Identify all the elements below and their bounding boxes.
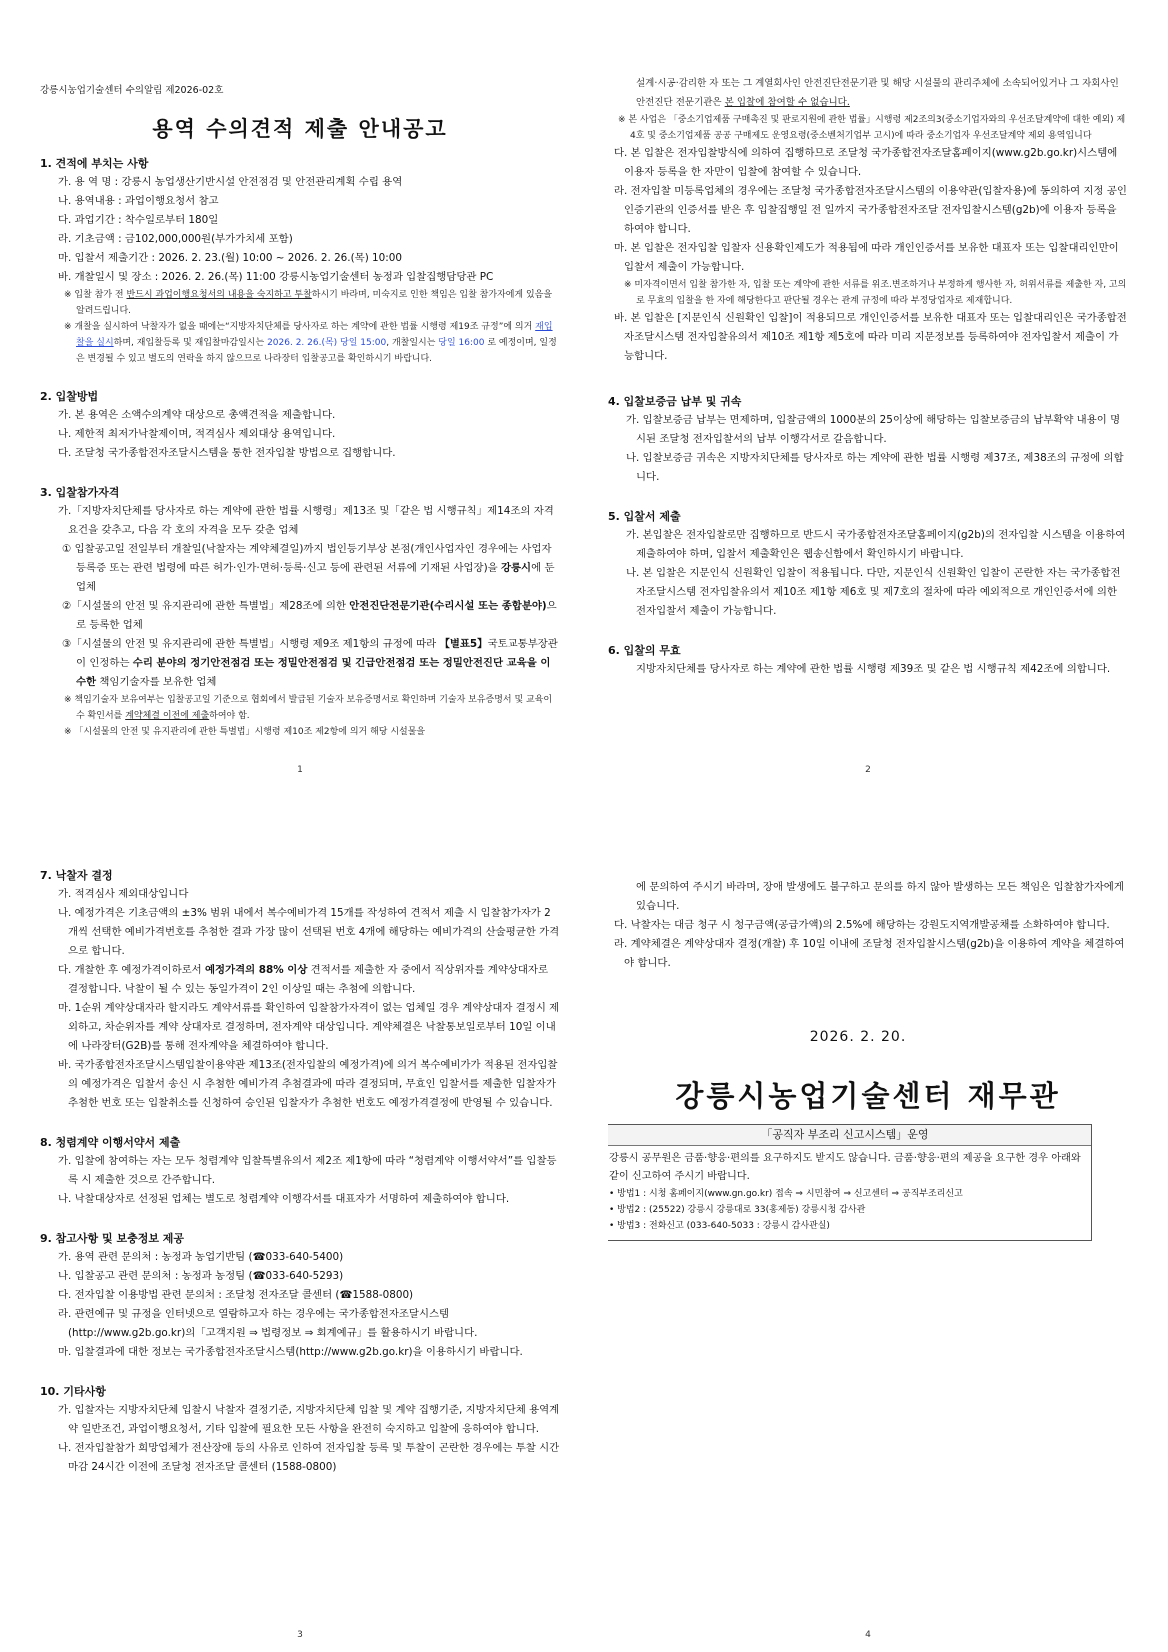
- s3-note-1: ※ 책임기술자 보유여부는 입찰공고일 기준으로 협회에서 발급된 기술자 보유증명서로 확인하며 기술자 보유증명서 및 교육이수 확인서를 계약체결 이전에 제출하여야 함.: [64, 695, 553, 721]
- section-8-title: 8. 청렴계약 이행서약서 제출: [40, 1136, 181, 1149]
- p2-note: ※ 본 사업은 「중소기업제품 구매촉진 및 판로지원에 관한 법률」시행령 제2조의3(중소기업자와의 우선조달계약에 대한 예외) 제4호 및 중소기업제품 공공 구매제도 운영요령(중소벤처기업부 고시)에 따라 중소기업자 우선조달계약 제외 용역입니다: [618, 115, 1126, 141]
- s3-condition-2: ②「시설물의 안전 및 유지관리에 관한 특별법」제28조에 의한 안전진단전문기관(수리시설 또는 종합분야)으로 등록한 업체: [62, 600, 557, 631]
- s1-item: 나. 용역내용 : 과업이행요청서 참고: [58, 195, 219, 207]
- section-6-title: 6. 입찰의 무효: [608, 644, 681, 657]
- s5-item: 나. 본 입찰은 지문인식 신원확인 입찰이 적용됩니다. 다만, 지문인식 신원확인 입찰이 곤란한 자는 국가종합전자조달시스템 전자입찰유의서 제10조 제1항 제6호 및 제7호의 절차에 따라 예외적으로 개인인증서에 의한 전자입찰서 제출이 가능합니다.: [626, 567, 1121, 617]
- s1-item: 가. 용 역 명 : 강릉시 농업생산기반시설 안전점검 및 안전관리계획 수립 용역: [58, 176, 403, 188]
- report-method: • 방법1 : 시청 홈페이지(www.gn.go.kr) 접속 ⇒ 시민참여 ⇒ 신고센터 ⇒ 공직부조리신고: [609, 1189, 963, 1199]
- s4-item: 가. 입찰보증금 납부는 면제하며, 입찰금액의 1000분의 25이상에 해당하는 입찰보증금의 납부확약 내용이 명시된 조달청 전자입찰서의 납부 이행각서로 갈음합니다.: [626, 414, 1121, 445]
- s3-item-ba: 바. 본 입찰은 [지문인식 신원확인 입찰]이 적용되므로 개인인증서를 보유한 대표자 또는 입찰대리인은 국가종합전자조달시스템 전자입찰유의서 제10조 제1항 제5호에 따라 미리 지문정보를 등록하여야 전자입찰서 제출이 가능합니다.: [614, 312, 1127, 362]
- section-4-title: 4. 입찰보증금 납부 및 귀속: [608, 395, 742, 408]
- page-number: 1: [297, 765, 303, 775]
- s9-item: 다. 전자입찰 이용방법 관련 문의처 : 조달청 전자조달 콜센터 (☎1588-0800): [58, 1289, 414, 1301]
- page-3: [40, 826, 560, 1648]
- section-10-title: 10. 기타사항: [40, 1385, 106, 1398]
- s9-item: 마. 입찰결과에 대한 정보는 국가종합전자조달시스템(http://www.g2b.go.kr)을 이용하시기 바랍니다.: [58, 1346, 523, 1358]
- s7-item: 바. 국가종합전자조달시스템입찰이용약관 제13조(전자입찰의 예정가격)에 의거 복수예비가가 적용된 전자입찰의 예정가격은 입찰서 송신 시 추첨한 예비가격 추첨결과에 따라 결정되며, 무효인 입찰서를 제출한 입찰자가 추첨한 번호 또는 입찰취소를 신청하여 승인된 입찰자가 추첨한 번호도 예정가격결정에 반영될 수 있습니다.: [58, 1059, 558, 1109]
- s1-item: 라. 기초금액 : 금102,000,000원(부가가치세 포함): [58, 233, 293, 245]
- s3-ma-note: ※ 미자격이면서 입찰 참가한 자, 입찰 또는 계약에 관한 서류를 위조.변조하거나 부정하게 행사한 자, 허위서류를 제출한 자, 고의로 무효의 입찰을 한 자에 해당한다고 판단될 경우는 관계 규정에 따라 부정당업자로 제재합니다.: [624, 280, 1127, 306]
- page-4: [608, 826, 1128, 1648]
- s8-item: 가. 입찰에 참여하는 자는 모두 청렴계약 입찰특별유의서 제2조 제1항에 따라 “청렴계약 이행서약서”를 입찰등록 시 제출한 것으로 간주합니다.: [58, 1155, 557, 1186]
- s3-condition-1: ① 입찰공고일 전일부터 개찰일(낙찰자는 계약체결일)까지 법인등기부상 본점(개인사업자인 경우에는 사업자등록증 또는 관련 법령에 따른 허가·인가·면허·등록·신고 등에 관련된 서류에 기재된 사업장)을 강릉시에 둔 업체: [62, 543, 555, 593]
- section-9-title: 9. 참고사항 및 보충정보 제공: [40, 1232, 185, 1245]
- s10-continuation: 에 문의하여 주시기 바라며, 장애 발생에도 불구하고 문의를 하지 않아 발생하는 모든 책임은 입찰참가자에게 있습니다.: [636, 881, 1124, 912]
- page-number: 2: [865, 765, 871, 775]
- section-2-title: 2. 입찰방법: [40, 390, 99, 403]
- page-number: 3: [297, 1630, 303, 1640]
- section-7-title: 7. 낙찰자 결정: [40, 869, 113, 882]
- s1-note-2: ※ 개찰을 실시하여 낙찰자가 없을 때에는“지방자치단체를 당사자로 하는 계약에 관한 법률 시행령 제19조 규정”에 의거 재입찰을 실시하며, 재입찰등록 및 재입찰마감일시는 2026. 2. 26.(목) 당일 15:00, 개찰일시는 당일 16:00 로 예정이며, 일정은 변경될 수 있고 별도의 연락을 하지 않으므로 나라장터 입찰공고를 확인하시기 바랍니다.: [64, 322, 557, 364]
- s10-item: 가. 입찰자는 지방자치단체 입찰시 낙찰자 결정기준, 지방자치단체 입찰 및 계약 집행기준, 지방자치단체 용역계약 일반조건, 과업이행요청서, 기타 입찰에 필요한 모든 사항을 완전히 숙지하고 입찰에 응하여야 합니다.: [58, 1404, 560, 1435]
- s7-item: 나. 예정가격은 기초금액의 ±3% 범위 내에서 복수예비가격 15개를 작성하여 견적서 제출 시 입찰참가자가 2개씩 선택한 예비가격번호를 추첨한 결과 가장 많이 선택된 번호 4개에 해당하는 예비가격의 산술평균한 가격으로 합니다.: [58, 907, 560, 957]
- s1-note-1: ※ 입찰 참가 전 반드시 과업이행요청서의 내용을 숙지하고 투찰하시기 바라며, 미숙지로 인한 책임은 입찰 참가자에게 있음을 알려드립니다.: [64, 290, 553, 316]
- s3-item-da: 다. 본 입찰은 전자입찰방식에 의하여 집행하므로 조달청 국가종합전자조달홈페이지(www.g2b.go.kr)시스템에 이용자 등록을 한 자만이 입찰에 참여할 수 있습니다.: [614, 147, 1118, 178]
- s1-item: 바. 개찰일시 및 장소 : 2026. 2. 26.(목) 11:00 강릉시농업기술센터 농정과 입찰집행담당관 PC: [58, 271, 494, 283]
- s9-item: 라. 관련예규 및 규정을 인터넷으로 열람하고자 하는 경우에는 국가종합전자조달시스템(http://www.g2b.go.kr)의「고객지원 ⇒ 법령정보 ⇒ 회계예규」를 활용하시기 바랍니다.: [58, 1308, 478, 1339]
- section-1-title: 1. 견적에 부치는 사항: [40, 157, 149, 170]
- section-3-title: 3. 입찰참가자격: [40, 486, 120, 499]
- s1-item: 마. 입찰서 제출기간 : 2026. 2. 23.(월) 10:00 ~ 2026. 2. 26.(목) 10:00: [58, 252, 402, 264]
- p2-continuation: 설계·시공·감리한 자 또는 그 계열회사인 안전진단전문기관 및 해당 시설물의 관리주체에 소속되어있거나 그 자회사인 안전진단 전문기관은 본 입찰에 참여할 수 없습니다.: [636, 78, 1119, 108]
- s3-note-2: ※ 「시설물의 안전 및 유지관리에 관한 특별법」시행령 제10조 제2항에 의거 해당 시설물을: [64, 727, 426, 737]
- report-method: • 방법2 : (25522) 강릉시 강릉대로 33(홍제동) 강릉시청 감사관: [609, 1205, 866, 1215]
- s3-item-ma: 마. 본 입찰은 전자입찰 입찰자 신용확인제도가 적용됨에 따라 개인인증서를 보유한 대표자 또는 입찰대리인만이 입찰서 제출이 가능합니다.: [614, 242, 1119, 273]
- s3-condition-3: ③「시설물의 안전 및 유지관리에 관한 특별법」시행령 제9조 제1항의 규정에 따라 【별표5】국토교통부장관이 인정하는 수리 분야의 정기안전점검 또는 정밀안전점검 및 긴급안전점검 또는 정밀안전진단 교육을 이수한 책임기술자를 보유한 업체: [62, 638, 558, 688]
- s6-text: 지방자치단체를 당사자로 하는 계약에 관한 법률 시행령 제39조 및 같은 법 시행규칙 제42조에 의합니다.: [636, 663, 1111, 675]
- s9-item: 나. 입찰공고 관련 문의처 : 농정과 농정팀 (☎033-640-5293): [58, 1270, 344, 1282]
- report-system-box: [608, 1124, 1092, 1241]
- s5-item: 가. 본입찰은 전자입찰로만 집행하므로 반드시 국가종합전자조달홈페이지(g2b)의 전자입찰 시스템을 이용하여 제출하여야 하며, 입찰서 제출확인은 웹송신함에서 확인하시기 바랍니다.: [626, 529, 1126, 560]
- section-5-title: 5. 입찰서 제출: [608, 510, 681, 523]
- s2-item: 나. 제한적 최저가낙찰제이며, 적격심사 제외대상 용역입니다.: [58, 428, 336, 440]
- page-1: [40, 0, 560, 822]
- s7-item: 다. 개찰한 후 예정가격이하로서 예정가격의 88% 이상 견적서를 제출한 자 중에서 직상위자를 계약상대자로 결정합니다. 낙찰이 될 수 있는 동일가격이 2인 이상일 때는 추첨에 의합니다.: [58, 964, 549, 995]
- report-method: • 방법3 : 전화신고 (033-640-5033 : 강릉시 감사관실): [609, 1221, 830, 1231]
- s1-item: 다. 과업기간 : 착수일로부터 180일: [58, 214, 219, 226]
- page-title: 용역 수의견적 제출 안내공고: [152, 117, 448, 141]
- page-2: [608, 0, 1128, 822]
- notice-date: 2026. 2. 20.: [809, 1029, 907, 1045]
- s10-item-da: 다. 낙찰자는 대금 청구 시 청구금액(공급가액)의 2.5%에 해당하는 강원도지역개발공채를 소화하여야 합니다.: [614, 919, 1110, 931]
- s7-item: 마. 1순위 계약상대자라 할지라도 계약서류를 확인하여 입찰참가자격이 없는 업체일 경우 계약상대자 결정시 제외하고, 차순위자를 계약 상대자로 결정하며, 전자계약 대상입니다. 계약체결은 낙찰통보일로부터 10일 이내에 나라장터(G2B)를 통해 전자계약을 체결하여야 합니다.: [58, 1002, 560, 1052]
- s8-item: 나. 낙찰대상자로 선정된 업체는 별도로 청렴계약 이행각서를 대표자가 서명하여 제출하여야 합니다.: [58, 1193, 510, 1205]
- s3-item-ra: 라. 전자입찰 미등록업체의 경우에는 조달청 국가종합전자조달시스템의 이용약관(입찰자용)에 동의하여 지정 공인인증기관의 인증서를 받은 후 입찰집행일 전 일까지 국가종합전자조달 전자입찰시스템(g2b)에 이용자 등록을 하여야 합니다.: [614, 185, 1127, 235]
- s2-item: 다. 조달청 국가종합전자조달시스템을 통한 전자입찰 방법으로 집행합니다.: [58, 447, 396, 459]
- s3-item-ga: 가.「지방자치단체를 당사자로 하는 계약에 관한 법률 시행령」제13조 및「같은 법 시행규칙」제14조의 자격요건을 갖추고, 다음 각 호의 자격을 모두 갖춘 업체: [58, 505, 554, 536]
- s4-item: 나. 입찰보증금 귀속은 지방자치단체를 당사자로 하는 계약에 관한 법률 시행령 제37조, 제38조의 규정에 의합니다.: [626, 452, 1124, 483]
- s2-item: 가. 본 용역은 소액수의계약 대상으로 총액견적을 제출합니다.: [58, 409, 336, 421]
- page-number: 4: [865, 1630, 871, 1640]
- report-box-title: 「공직자 부조리 신고시스템」운영: [608, 1125, 1091, 1146]
- s10-item-ra: 라. 계약체결은 계약상대자 결정(개찰) 후 10일 이내에 조달청 전자입찰시스템(g2b)을 이용하여 계약을 체결하여야 합니다.: [614, 938, 1125, 969]
- s9-item: 가. 용역 관련 문의처 : 농정과 농업기반팀 (☎033-640-5400): [58, 1251, 344, 1263]
- s7-item: 가. 적격심사 제외대상입니다: [58, 888, 189, 900]
- s10-item: 나. 전자입찰참가 희망업체가 전산장애 등의 사유로 인하여 전자입찰 등록 및 투찰이 곤란한 경우에는 투찰 시간 마감 24시간 이전에 조달청 전자조달 콜센터 (1588-0800): [58, 1442, 560, 1473]
- document-number: 강릉시농업기술센터 수의알림 제2026-02호: [40, 85, 224, 96]
- issuer-name: 강릉시농업기술센터 재무관: [675, 1079, 1061, 1113]
- report-box-text: 강릉시 공무원은 금품·향응·편의를 요구하지도 받지도 않습니다. 금품·향응·편의 제공을 요구한 경우 아래와 같이 신고하여 주시기 바랍니다.: [609, 1153, 1081, 1182]
